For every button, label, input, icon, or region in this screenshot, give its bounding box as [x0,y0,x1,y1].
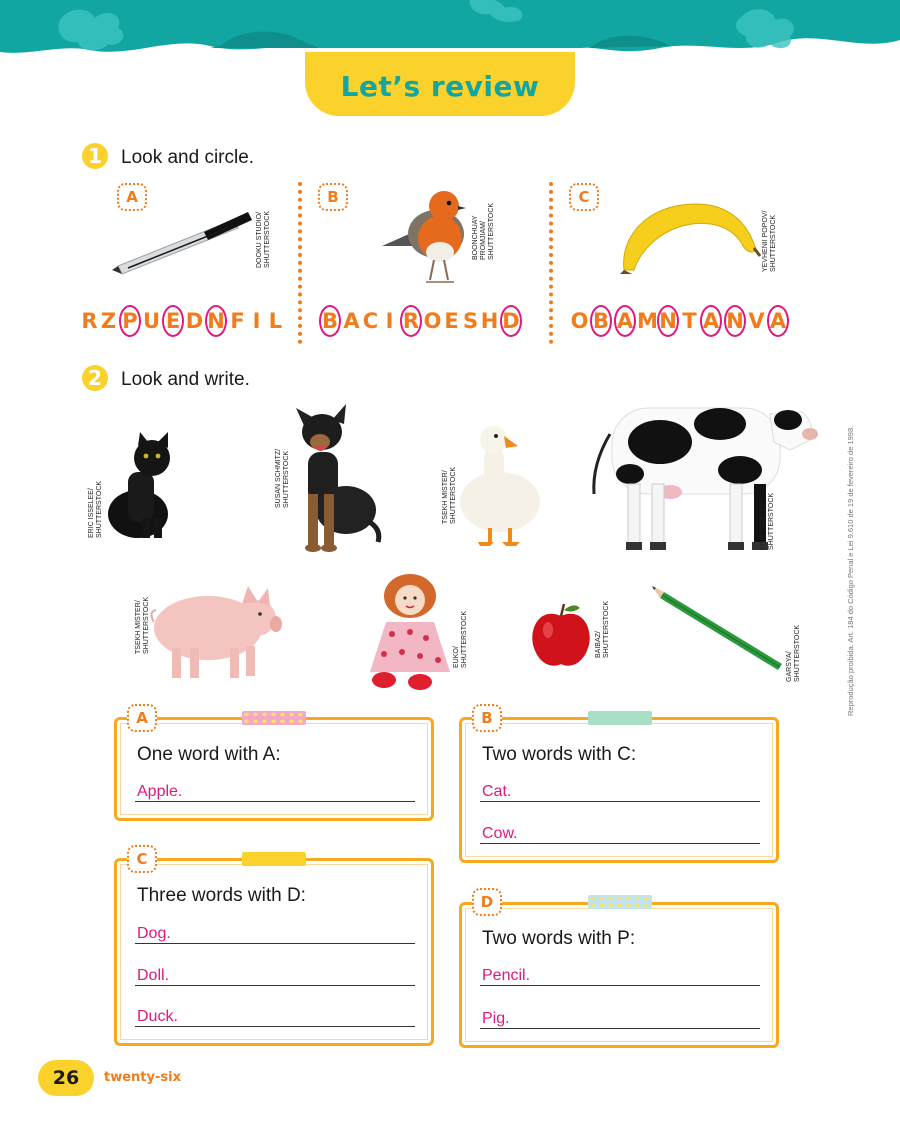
apple-image [528,602,594,670]
duck-image [458,420,546,548]
writing-line [480,801,760,802]
letter[interactable]: D [185,309,204,333]
letter[interactable]: I [385,309,394,333]
cow-image [590,384,820,554]
box-b-answer-1: Cat. [482,783,512,800]
box-d-title: Two words with P: [482,928,636,949]
letter[interactable]: V [748,309,765,333]
page-number: 26 [52,1067,80,1089]
box-c-badge: C [127,845,157,873]
letter[interactable]: Z [100,309,117,333]
box-c-title: Three words with D: [137,885,306,906]
item-c-badge: C [569,183,599,211]
dog-credit: SUSAN SCHMITZ/ SHUTTERSTOCK [275,448,290,508]
writing-line [135,943,415,944]
item-a-badge: A [117,183,147,211]
item-b-letters [318,305,523,337]
circled-letter[interactable]: N [657,305,679,337]
pig-credit: TSEKH MISTER/ SHUTTERSTOCK [135,596,150,654]
writing-line [480,985,760,986]
page-title: Let’s review [340,70,540,103]
circled-letter[interactable]: B [319,305,341,337]
box-c-answer-2: Doll. [137,967,170,984]
item-c-credit: YEVHENII POPOV/ SHUTTERSTOCK [762,210,777,272]
letter[interactable]: C [362,309,379,333]
circled-letter[interactable]: A [767,305,789,337]
item-b-badge: B [318,183,348,211]
exercise-2-number: 2 [82,365,108,391]
box-b-title: Two words with C: [482,744,637,765]
page-title-banner [305,52,575,116]
box-a-answer-1: Apple. [137,783,183,800]
letter[interactable]: M [637,309,658,333]
letter[interactable]: H [480,309,499,333]
box-d-badge: D [472,888,502,916]
letter[interactable]: T [682,309,697,333]
letter[interactable]: S [462,309,479,333]
column-divider [549,182,553,344]
letter[interactable]: L [268,309,283,333]
item-a-letters [80,305,285,337]
tape-decoration [242,711,306,725]
duck-credit: TSEKH MISTER/ SHUTTERSTOCK [442,466,457,524]
bird-image [378,188,473,288]
pencil-credit: GARSYA/ SHUTTERSTOCK [786,624,801,682]
dog-image [286,402,386,554]
letter[interactable]: U [142,309,161,333]
box-b-badge: B [472,704,502,732]
box-d-answer-1: Pencil. [482,967,531,984]
letter[interactable]: F [230,309,245,333]
letter[interactable]: O [570,309,589,333]
box-a-badge: A [127,704,157,732]
circled-letter[interactable]: A [700,305,722,337]
cow-credit: ERIC ISSELEE/ SHUTTERSTOCK [760,492,775,550]
letter[interactable]: A [343,309,360,333]
item-a-credit: DOOKU STUDIO/ SHUTTERSTOCK [256,210,271,268]
circled-letter[interactable]: B [590,305,612,337]
tape-decoration [588,711,652,725]
letter[interactable]: I [252,309,261,333]
letter[interactable]: R [81,309,98,333]
banana-image [616,198,761,276]
letter[interactable]: O [423,309,442,333]
page-word: twenty-six [104,1070,181,1085]
writing-line [135,1026,415,1027]
writing-line [480,843,760,844]
exercise-2-instruction: Look and write. [121,369,250,390]
answer-box-a [114,717,434,821]
circled-letter[interactable]: D [500,305,522,337]
exercise-1-instruction: Look and circle. [121,147,255,168]
cat-credit: ERIC ISSELEE/ SHUTTERSTOCK [88,480,103,538]
exercise-1-number: 1 [82,143,108,169]
letter[interactable]: E [444,309,459,333]
doll-credit: EUKO/ SHUTTERSTOCK [453,610,468,668]
column-divider [298,182,302,344]
writing-line [480,1028,760,1029]
circled-letter[interactable]: N [724,305,746,337]
box-c-answer-1: Dog. [137,925,171,942]
circled-letter[interactable]: E [162,305,184,337]
legal-note: Reprodução proibida. Art. 184 do Código Penal e Lei 9.610 de 19 de fevereiro de 1998. [846,425,855,716]
tape-decoration [242,852,306,866]
doll-image [362,572,458,692]
tape-decoration [588,895,652,909]
box-a-title: One word with A: [137,744,281,765]
box-b-answer-2: Cow. [482,825,518,842]
box-c-answer-3: Duck. [137,1008,178,1025]
pencil-image [650,582,790,674]
pen-image [108,208,258,278]
circled-letter[interactable]: A [614,305,636,337]
item-c-letters [570,305,790,337]
cat-image [102,432,177,540]
circled-letter[interactable]: R [400,305,422,337]
writing-line [135,801,415,802]
circled-letter[interactable]: N [205,305,227,337]
page-number-badge [38,1060,94,1096]
circled-letter[interactable]: P [119,305,141,337]
apple-credit: BAIBAZ/ SHUTTERSTOCK [595,600,610,658]
box-d-answer-2: Pig. [482,1010,510,1027]
writing-line [135,985,415,986]
item-b-credit: BOONCHUAY PROMJIAM/ SHUTTERSTOCK [472,202,495,260]
pig-image [150,582,282,682]
